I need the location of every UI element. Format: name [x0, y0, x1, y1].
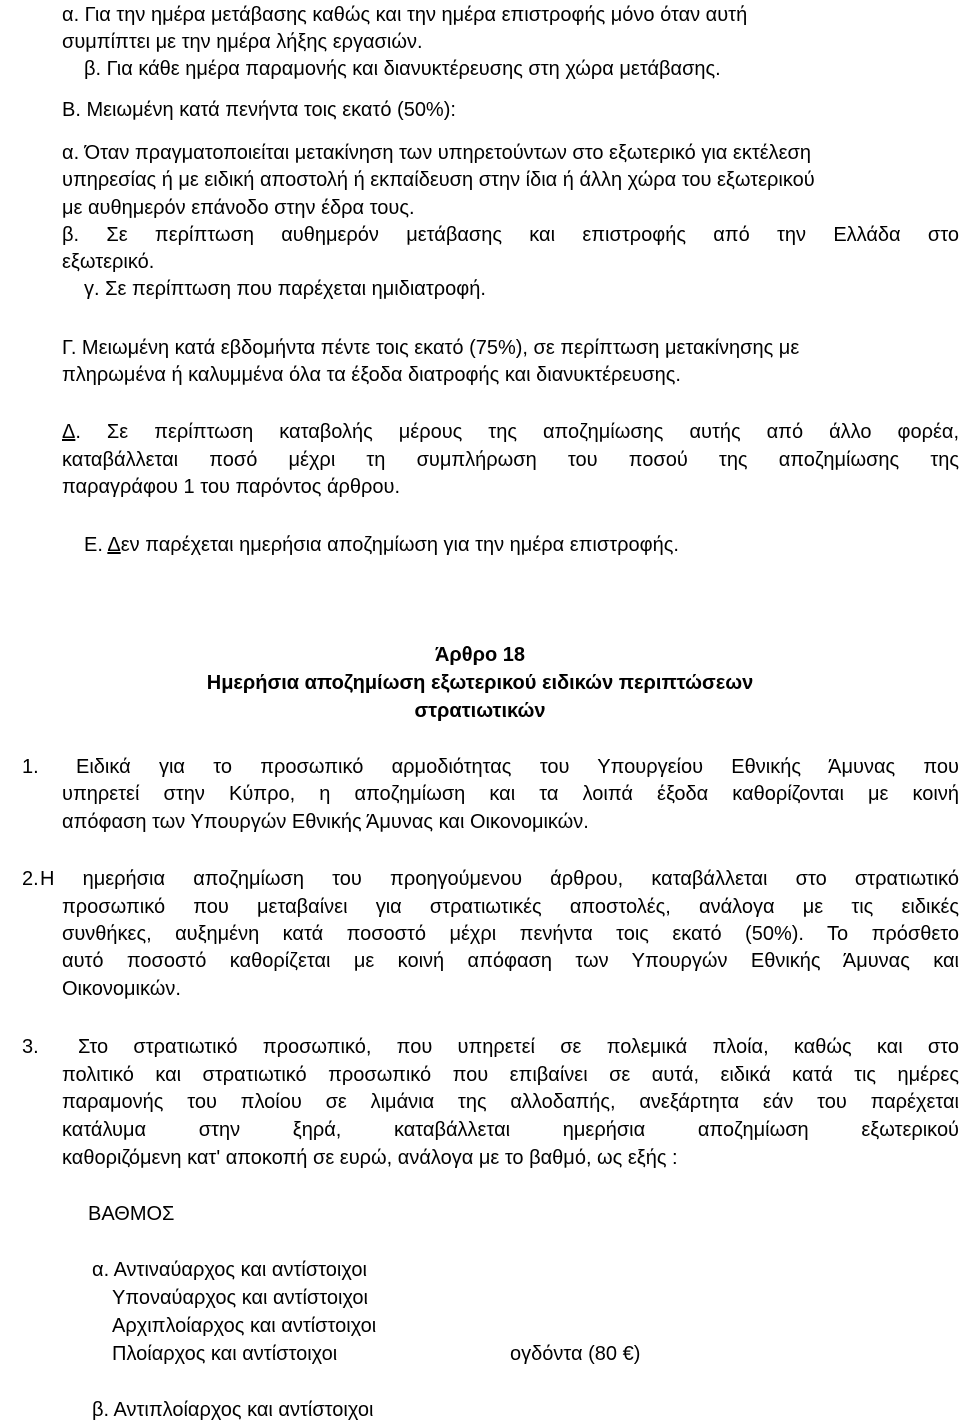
para-3-number: 3.: [22, 1036, 39, 1058]
section-d-line-2: καταβάλλεται ποσό μέχρι τη συμπλήρωση του ποσού της αποζημίωσης της: [62, 449, 959, 471]
para-2-line-5: Οικονομικών.: [62, 978, 181, 1000]
item-a-line-2: συμπίπτει με την ημέρα λήξης εργασιών.: [62, 31, 423, 53]
item-a-line-1: α. Για την ημέρα μετάβασης καθώς και την ημέρα επιστροφής μόνο όταν αυτή: [62, 4, 748, 26]
section-e-prefix: Ε.: [84, 534, 108, 556]
rank-table-header: ΒΑΘΜΟΣ: [88, 1203, 175, 1225]
para-1-line-3: απόφαση των Υπουργών Εθνικής Άμυνας και Οικονομικών.: [62, 811, 589, 833]
article-title-line-1: Ημερήσια αποζημίωση εξωτερικού ειδικών περιπτώσεων: [206, 672, 754, 694]
section-g-line-1: Γ. Μειωμένη κατά εβδομήντα πέντε τοις εκατό (75%), σε περίπτωση μετακίνησης με: [62, 337, 800, 359]
article-title-line-2: στρατιωτικών: [414, 700, 546, 722]
section-b-heading: Β. Μειωμένη κατά πενήντα τοις εκατό (50%):: [62, 99, 456, 121]
section-e-letter: Δ: [107, 534, 121, 556]
section-e: [84, 532, 679, 559]
rank-b-1: β. Αντιπλοίαρχος και αντίστοιχοι: [92, 1399, 374, 1421]
para-2-line-2: προσωπικό που μεταβαίνει για στρατιωτικές αποστολές, ανάλογα με τις ειδικές: [62, 896, 959, 918]
para-1-line-2: υπηρετεί στην Κύπρο, η αποζημίωση και τα λοιπά έξοδα καθορίζονται με κοινή: [62, 783, 959, 805]
section-e-text: εν παρέχεται ημερήσια αποζημίωση για την ημέρα επιστροφής.: [120, 534, 679, 556]
rank-a-4: Πλοίαρχος και αντίστοιχοι: [112, 1343, 338, 1365]
item-b: β. Για κάθε ημέρα παραμονής και διανυκτέρευσης στη χώρα μετάβασης.: [84, 58, 721, 80]
para-2-line-4: αυτό ποσοστό καθορίζεται με κοινή απόφαση των Υπουργών Εθνικής Άμυνας και: [62, 950, 959, 972]
section-b-a-line-3: με αυθημερόν επάνοδο στην έδρα τους.: [62, 197, 415, 219]
para-2-number: 2.: [22, 868, 39, 890]
section-d-letter: Δ: [62, 421, 76, 443]
para-3-line-4: κατάλυμα στην ξηρά, καταβάλλεται ημερήσια αποζημίωση εξωτερικού: [62, 1119, 959, 1141]
section-d-line-1-text: . Σε περίπτωση καταβολής μέρους της αποζημίωσης αυτής από άλλο φορέα,: [75, 421, 959, 443]
para-2-line-3: συνθήκες, αυξημένη κατά ποσοστό μέχρι πενήντα τοις εκατό (50%). Το πρόσθετο: [62, 923, 959, 945]
section-b-a-line-1: α. Όταν πραγματοποιείται μετακίνηση των υπηρετούντων στο εξωτερικό για εκτέλεση: [62, 142, 812, 164]
para-3-line-2: πολιτικό και στρατιωτικό προσωπικό που επιβαίνει σε αυτά, ειδικά κατά τις ημέρες: [62, 1064, 959, 1086]
rank-a-2: Υποναύαρχος και αντίστοιχοι: [112, 1287, 368, 1309]
section-b-b-line-1: β. Σε περίπτωση αυθημερόν μετάβασης και επιστροφής από την Ελλάδα στο: [62, 224, 959, 246]
section-b-a-line-2: υπηρεσίας ή με ειδική αποστολή ή εκπαίδευση στην ίδια ή άλλη χώρα του εξωτερικού: [62, 169, 815, 191]
para-3-line-1: Στο στρατιωτικό προσωπικό, που υπηρετεί σε πολεμικά πλοία, καθώς και στο: [78, 1036, 959, 1058]
rank-a-amount: ογδόντα (80 €): [510, 1343, 641, 1365]
para-1-line-1: Ειδικά για το προσωπικό αρμοδιότητας του Υπουργείου Εθνικής Άμυνας που: [76, 756, 959, 778]
article-number: Άρθρο 18: [434, 644, 526, 666]
section-d-line-1: [62, 419, 959, 446]
section-d-line-3: παραγράφου 1 του παρόντος άρθρου.: [62, 476, 401, 498]
para-3-line-3: παραμονής του πλοίου σε λιμάνια της αλλοδαπής, ανεξάρτητα εάν του παρέχεται: [62, 1091, 959, 1113]
para-1-number: 1.: [22, 756, 39, 778]
para-3-line-5: καθοριζόμενη κατ' αποκοπή σε ευρώ, ανάλογα με το βαθμό, ως εξής :: [62, 1147, 678, 1169]
section-b-c: γ. Σε περίπτωση που παρέχεται ημιδιατροφή.: [84, 278, 486, 300]
para-2-line-1: Η ημερήσια αποζημίωση του προηγούμενου άρθρου, καταβάλλεται στο στρατιωτικό: [40, 868, 959, 890]
section-g-line-2: πληρωμένα ή καλυμμένα όλα τα έξοδα διατροφής και διανυκτέρευσης.: [62, 364, 681, 386]
rank-a-3: Αρχιπλοίαρχος και αντίστοιχοι: [112, 1315, 377, 1337]
section-b-b-line-2: εξωτερικό.: [62, 251, 155, 273]
rank-a-1: α. Αντιναύαρχος και αντίστοιχοι: [92, 1259, 367, 1281]
